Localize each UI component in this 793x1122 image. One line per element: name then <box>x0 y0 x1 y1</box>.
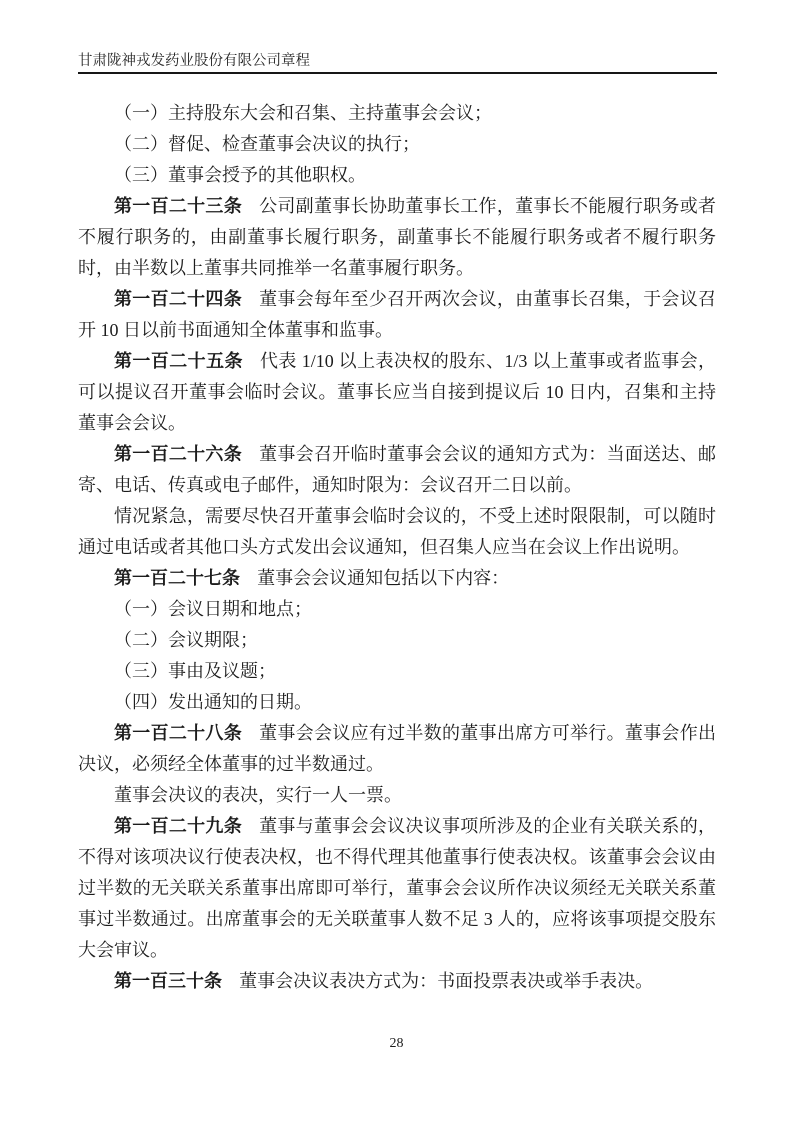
article-number: 第一百二十九条 <box>114 816 243 836</box>
article-number: 第一百二十六条 <box>114 444 243 464</box>
article-number: 第一百二十八条 <box>114 723 243 743</box>
paragraph-text: 公司副董事长协助董事长工作，董事长不能履行职务或者不履行职务的，由副董事长履行职务，副董事长不能履行职务或者不履行职务时，由半数以上董事共同推举一名董事履行职务。 <box>78 196 717 278</box>
paragraph <box>78 284 716 346</box>
article-number: 第一百二十七条 <box>114 568 240 588</box>
paragraph <box>78 687 716 718</box>
paragraph-text: 代表 1/10 以上表决权的股东、1/3 以上董事或者监事会，可以提议召开董事会临时会议。董事长应当自接到提议后 10 日内，召集和主持董事会会议。 <box>78 351 717 433</box>
paragraph-text: 董事会会议应有过半数的董事出席方可举行。董事会作出决议，必须经全体董事的过半数通过。 <box>78 723 717 774</box>
paragraph-text: 董事会决议表决方式为：书面投票表决或举手表决。 <box>239 971 654 991</box>
article-number: 第一百三十条 <box>114 971 222 991</box>
paragraph <box>78 780 716 811</box>
header-rule <box>78 72 717 74</box>
article-number: 第一百二十五条 <box>114 351 243 371</box>
paragraph <box>78 656 716 687</box>
paragraph <box>78 811 716 966</box>
paragraph <box>78 501 716 563</box>
paragraph-text: 董事与董事会会议决议事项所涉及的企业有关联关系的，不得对该项决议行使表决权，也不得代理其他董事行使表决权。该董事会会议由过半数的无关联关系董事出席即可举行，董事会会议所作决议须经无关联关系董事过半数通过。出席董事会的无关联董事人数不足 3 人的，应将该事项提交股东大会审议。 <box>78 816 717 960</box>
paragraph <box>78 191 716 284</box>
header-title: 甘肃陇神戎发药业股份有限公司章程 <box>78 53 310 69</box>
paragraph <box>78 439 716 501</box>
paragraph-text: （二）会议期限； <box>114 630 258 650</box>
paragraph <box>78 129 716 160</box>
paragraph <box>78 718 716 780</box>
article-number: 第一百二十四条 <box>114 289 243 309</box>
paragraph <box>78 346 716 439</box>
paragraph-text: 董事会每年至少召开两次会议，由董事长召集，于会议召开 10 日以前书面通知全体董事和监事。 <box>78 289 717 340</box>
paragraph <box>78 966 716 997</box>
paragraph <box>78 563 716 594</box>
document-body <box>78 98 716 997</box>
paragraph-text: 情况紧急，需要尽快召开董事会临时会议的，不受上述时限限制，可以随时通过电话或者其他口头方式发出会议通知，但召集人应当在会议上作出说明。 <box>78 506 716 557</box>
page-number-value: 28 <box>389 1036 404 1051</box>
paragraph <box>78 625 716 656</box>
paragraph-text: （二）督促、检查董事会决议的执行； <box>114 134 420 154</box>
paragraph-text: （三）事由及议题； <box>114 661 276 681</box>
paragraph-text: 董事会决议的表决，实行一人一票。 <box>114 785 402 805</box>
page-number <box>0 1036 793 1052</box>
paragraph <box>78 98 716 129</box>
paragraph-text: （一）会议日期和地点； <box>114 599 312 619</box>
paragraph-text: 董事会召开临时董事会会议的通知方式为：当面送达、邮寄、电话、传真或电子邮件，通知时限为：会议召开二日以前。 <box>78 444 717 495</box>
paragraph-text: （四）发出通知的日期。 <box>114 692 312 712</box>
article-number: 第一百二十三条 <box>114 196 243 216</box>
paragraph-text: （一）主持股东大会和召集、主持董事会会议； <box>114 103 492 123</box>
paragraph-text: 董事会会议通知包括以下内容： <box>257 568 510 588</box>
paragraph <box>78 594 716 625</box>
paragraph <box>78 160 716 191</box>
paragraph-text: （三）董事会授予的其他职权。 <box>114 165 366 185</box>
